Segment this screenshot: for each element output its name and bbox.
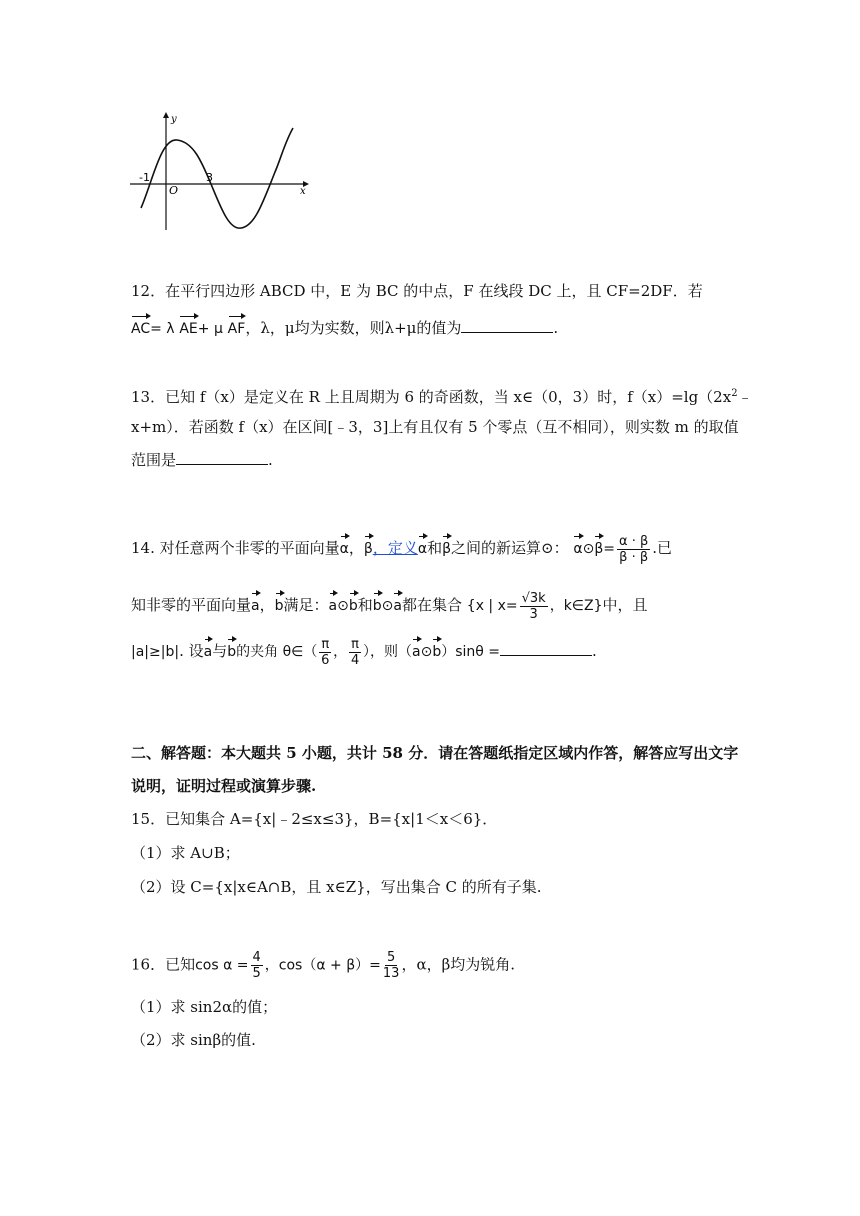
sine-graph-figure (125, 110, 310, 235)
y-axis-arrow (163, 112, 169, 118)
vector-a: a (251, 590, 260, 617)
sine-curve (141, 128, 293, 228)
definition-link[interactable]: ，定义 (372, 539, 418, 557)
pi-over-six (319, 637, 331, 668)
q16-part1: （1）求 sin2α的值； (131, 998, 278, 1016)
q14-l2-a: 知非零的平面向量 (131, 596, 252, 614)
fraction-four-fifths (251, 950, 263, 981)
vector-beta: β (364, 533, 373, 560)
origin-label: O (169, 184, 179, 197)
x-axis-label: x (300, 186, 306, 197)
fraction-five-thirteenths (383, 950, 400, 981)
q16-cos-alpha: cos α = (195, 957, 249, 974)
q14-l3-a: . 设 (179, 642, 204, 660)
q16-pre: 16．已知 (131, 955, 196, 974)
vector-b-3: b (373, 590, 382, 617)
q14-line2: 知非零的平面向量a，b满足：a⊙b和b⊙a都在集合 {x | x= $\frac{√3k}{3}$ ，k∈Z}中，且 (131, 590, 648, 622)
q16-tail: ，α，β均为锐角. (401, 955, 516, 974)
q12-answer-blank (461, 318, 553, 333)
vector-b: b (275, 590, 284, 617)
four-denominator: 4 (350, 652, 360, 668)
vector-a-5: a (412, 636, 421, 663)
operator-symbol-3: ⊙ (381, 598, 394, 614)
vector-a-2: a (329, 590, 338, 617)
vector-alpha: α (340, 533, 349, 560)
q13-text3: 范围是 (131, 451, 177, 469)
fraction-denominator-2: 13 (382, 966, 400, 981)
operation-fraction (617, 534, 650, 565)
q14-l2-d: 中，且 (602, 596, 648, 614)
set-fraction (520, 591, 548, 622)
q14-p2: 之间的新运算⊙： (451, 539, 569, 557)
set-right: ，k∈Z} (549, 598, 603, 614)
q14-l3-c: 的夹角 θ∈（ (236, 644, 318, 660)
section2-line2: 说明，证明过程或演算步骤. (131, 777, 317, 795)
vector-b-2: b (349, 590, 358, 617)
vector-ac: AC (131, 313, 150, 340)
q12-tail: ，λ，μ均为实数，则λ+μ的值为 (245, 319, 462, 337)
q14-l3-d: ），则（ (363, 644, 412, 660)
q15-stem: 15．已知集合 A={x|﹣2≤x≤3}，B={x|1＜x＜6}． (131, 810, 498, 828)
q13-line2: x+m）．若函数 f（x）在区间[﹣3，3]上有且仅有 5 个零点（互不相同），则实数 m 的取值 (131, 418, 739, 436)
minus-one-label: -1 (139, 171, 150, 184)
q14-and: 和 (427, 539, 443, 557)
q16-mid: ，cos（α + β）= (264, 957, 381, 974)
q12-line2 (131, 313, 558, 340)
fraction-numerator: 4 (252, 950, 261, 965)
six-denominator: 6 (321, 652, 330, 668)
vector-ae: AE (179, 313, 197, 340)
operator-symbol-4: ⊙ (420, 644, 433, 660)
q16-stem (131, 950, 515, 981)
q14-line3: |a|≥|b|. 设a与b的夹角 θ∈（ $\frac{\pi}{6}$ ， $\frac{\pi}{4}$ ），则（a⊙b）sinθ = . (131, 636, 597, 668)
q13-text1: 13．已知 f（x）是定义在 R 上且周期为 6 的奇函数，当 x∈（0，3）时，f（x）=lg（2x (131, 388, 732, 406)
fraction-numerator-2: 5 (387, 950, 396, 965)
vector-a-3: a (393, 590, 402, 617)
vector-a-4: a (204, 636, 213, 663)
q14-l2-b: 满足： (283, 596, 329, 614)
q16-part2: （2）求 sinβ的值. (131, 1031, 256, 1049)
q12-line1: 12．在平行四边形 ABCD 中，E 为 BC 的中点，F 在线段 DC 上，且 CF=2DF．若 (131, 282, 703, 300)
operation-denominator: β · β (619, 549, 649, 565)
q14-end: . (592, 642, 597, 660)
vector-af: AF (228, 313, 246, 340)
pi-over-four (349, 637, 361, 668)
operator-symbol: ⊙ (582, 541, 595, 557)
set-denominator: 3 (529, 606, 538, 622)
q13-end: . (268, 451, 273, 469)
q14-l3-e: ）sinθ = (441, 644, 501, 660)
q15-part1: （1）求 A∪B； (131, 844, 240, 862)
section2-line1: 二、解答题：本大题共 5 小题，共计 58 分．请在答题纸指定区域内作答，解答应写出文字 (131, 744, 739, 762)
q14-p1: 14. 对任意两个非零的平面向量 (131, 539, 340, 557)
fraction-denominator: 5 (252, 966, 261, 981)
q14-comma: ， (348, 539, 364, 557)
vector-alpha-3: α (573, 533, 582, 560)
vector-b-5: b (432, 636, 441, 663)
q14-l3-b: 与 (212, 642, 228, 660)
set-left: {x | x= (466, 598, 518, 614)
q14-p3: .已 (652, 539, 673, 557)
q12-plus-mu: + μ (197, 321, 223, 337)
operation-numerator: α · β (619, 533, 649, 549)
vector-beta-2: β (442, 533, 451, 560)
y-axis-label: y (171, 114, 177, 125)
q13-answer-blank (176, 450, 268, 465)
q13-text1-end: ﹣ (737, 388, 753, 406)
q14-answer-blank (500, 641, 592, 656)
q14-l2-c: 都在集合 (401, 596, 462, 614)
pi-numerator-2: π (351, 636, 359, 652)
q12-end: . (553, 319, 559, 337)
pi-numerator: π (321, 636, 330, 652)
q13-line3 (131, 449, 273, 471)
q13-sup: 2 (731, 388, 738, 399)
q15-part2: （2）设 C={x|x∈A∩B，且 x∈Z}，写出集合 C 的所有子集. (131, 878, 542, 896)
set-numerator: √3k (521, 590, 546, 606)
q13-line1 (131, 383, 753, 408)
vector-b-4: b (227, 636, 236, 663)
vector-alpha-2: α (418, 533, 427, 560)
operator-symbol-2: ⊙ (337, 598, 349, 614)
q14-line1: 14. 对任意两个非零的平面向量α，β，定义α和β之间的新运算⊙： α⊙β= $\frac{\alpha \cdot \beta}{\beta \cdot \beta}$ .已 (131, 533, 673, 565)
abs-inequality: |a|≥|b| (131, 644, 180, 660)
three-label: 3 (206, 171, 213, 184)
vector-beta-3: β (594, 533, 603, 560)
q12-eq-lambda: = λ (150, 321, 175, 337)
